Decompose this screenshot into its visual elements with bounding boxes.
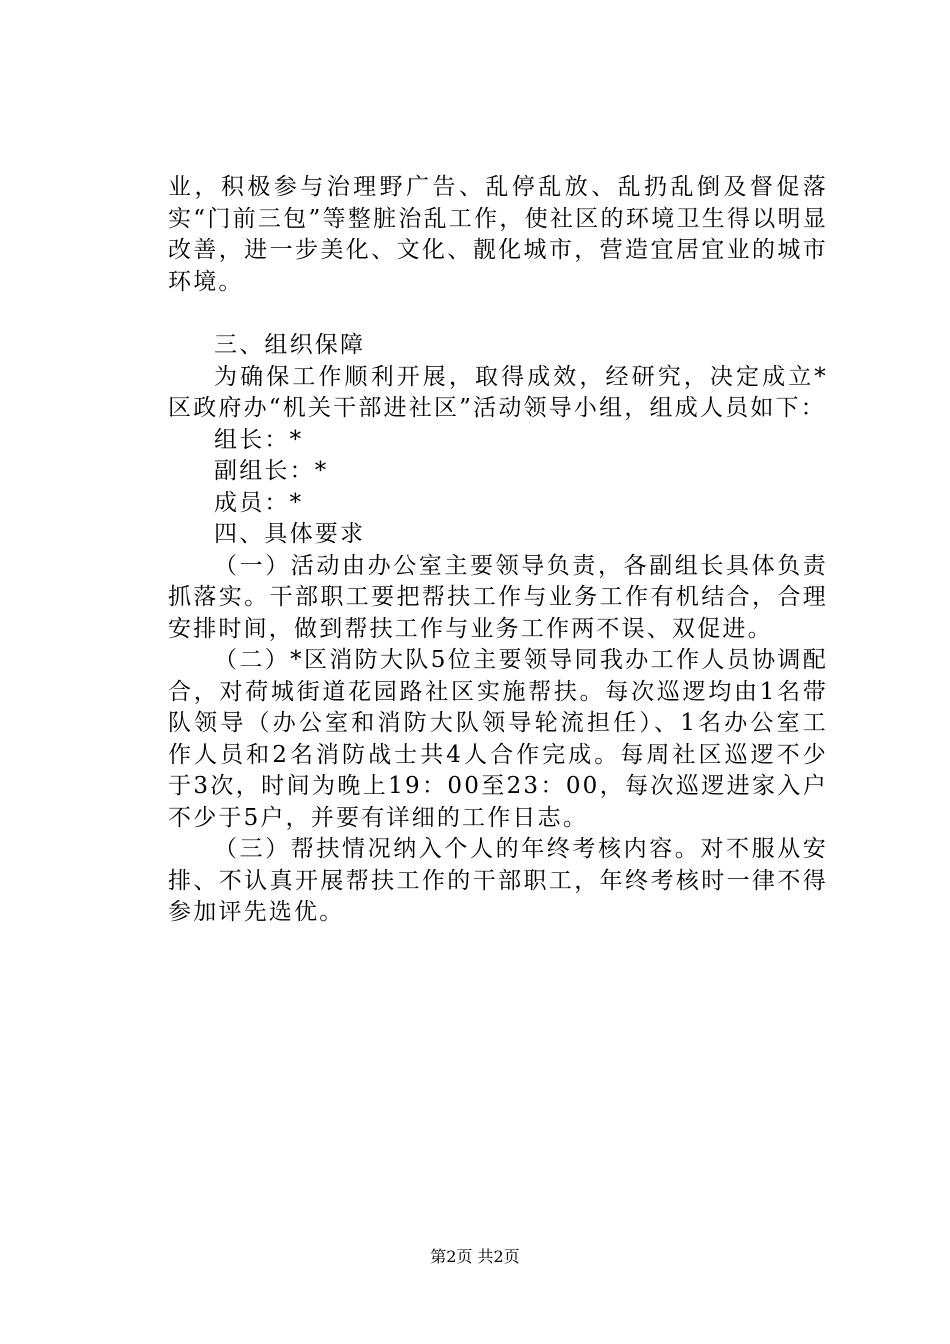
requirement-item-1: （一）活动由办公室主要领导负责，各副组长具体负责抓落实。干部职工要把帮扶工作与业务工作有机结合，合理安排时间，做到帮扶工作与业务工作两不误、双促进。 — [168, 552, 828, 642]
requirement-item-2: （二）*区消防大队5位主要领导同我办工作人员协调配合，对荷城街道花园路社区实施帮扶。每次巡逻均由1名带队领导（办公室和消防大队领导轮流担任）、1名办公室工作人员和2名消防战士共4人合作完成。每周社区巡逻不少于3次，时间为晚上19：00至23：00，每次巡逻进家入户不少于5户，并要有详细的工作日志。 — [168, 647, 828, 831]
section-heading-requirements: 四、具体要求 — [214, 521, 366, 547]
section-heading-organization: 三、组织保障 — [214, 332, 366, 358]
requirement-item-3: （三）帮扶情况纳入个人的年终考核内容。对不服从安排、不认真开展帮扶工作的干部职工，年终考核时一律不得参加评先选优。 — [168, 836, 828, 925]
page-number-footer: 第2页 共2页 — [430, 1247, 520, 1266]
paragraph-continuation: 业，积极参与治理野广告、乱停乱放、乱扔乱倒及督促落实“门前三包”等整脏治乱工作，使社区的环境卫生得以明显改善，进一步美化、文化、靓化城市，营造宜居宜业的城市环境。 — [168, 174, 828, 295]
document-body — [168, 172, 828, 929]
member-members: 成员：* — [214, 489, 304, 516]
member-deputy-leader: 副组长：* — [214, 458, 329, 484]
paragraph-leadership-group: 为确保工作顺利开展，取得成效，经研究，决定成立*区政府办“机关干部进社区”活动领导小组，组成人员如下： — [168, 363, 828, 421]
member-leader: 组长：* — [214, 426, 304, 453]
